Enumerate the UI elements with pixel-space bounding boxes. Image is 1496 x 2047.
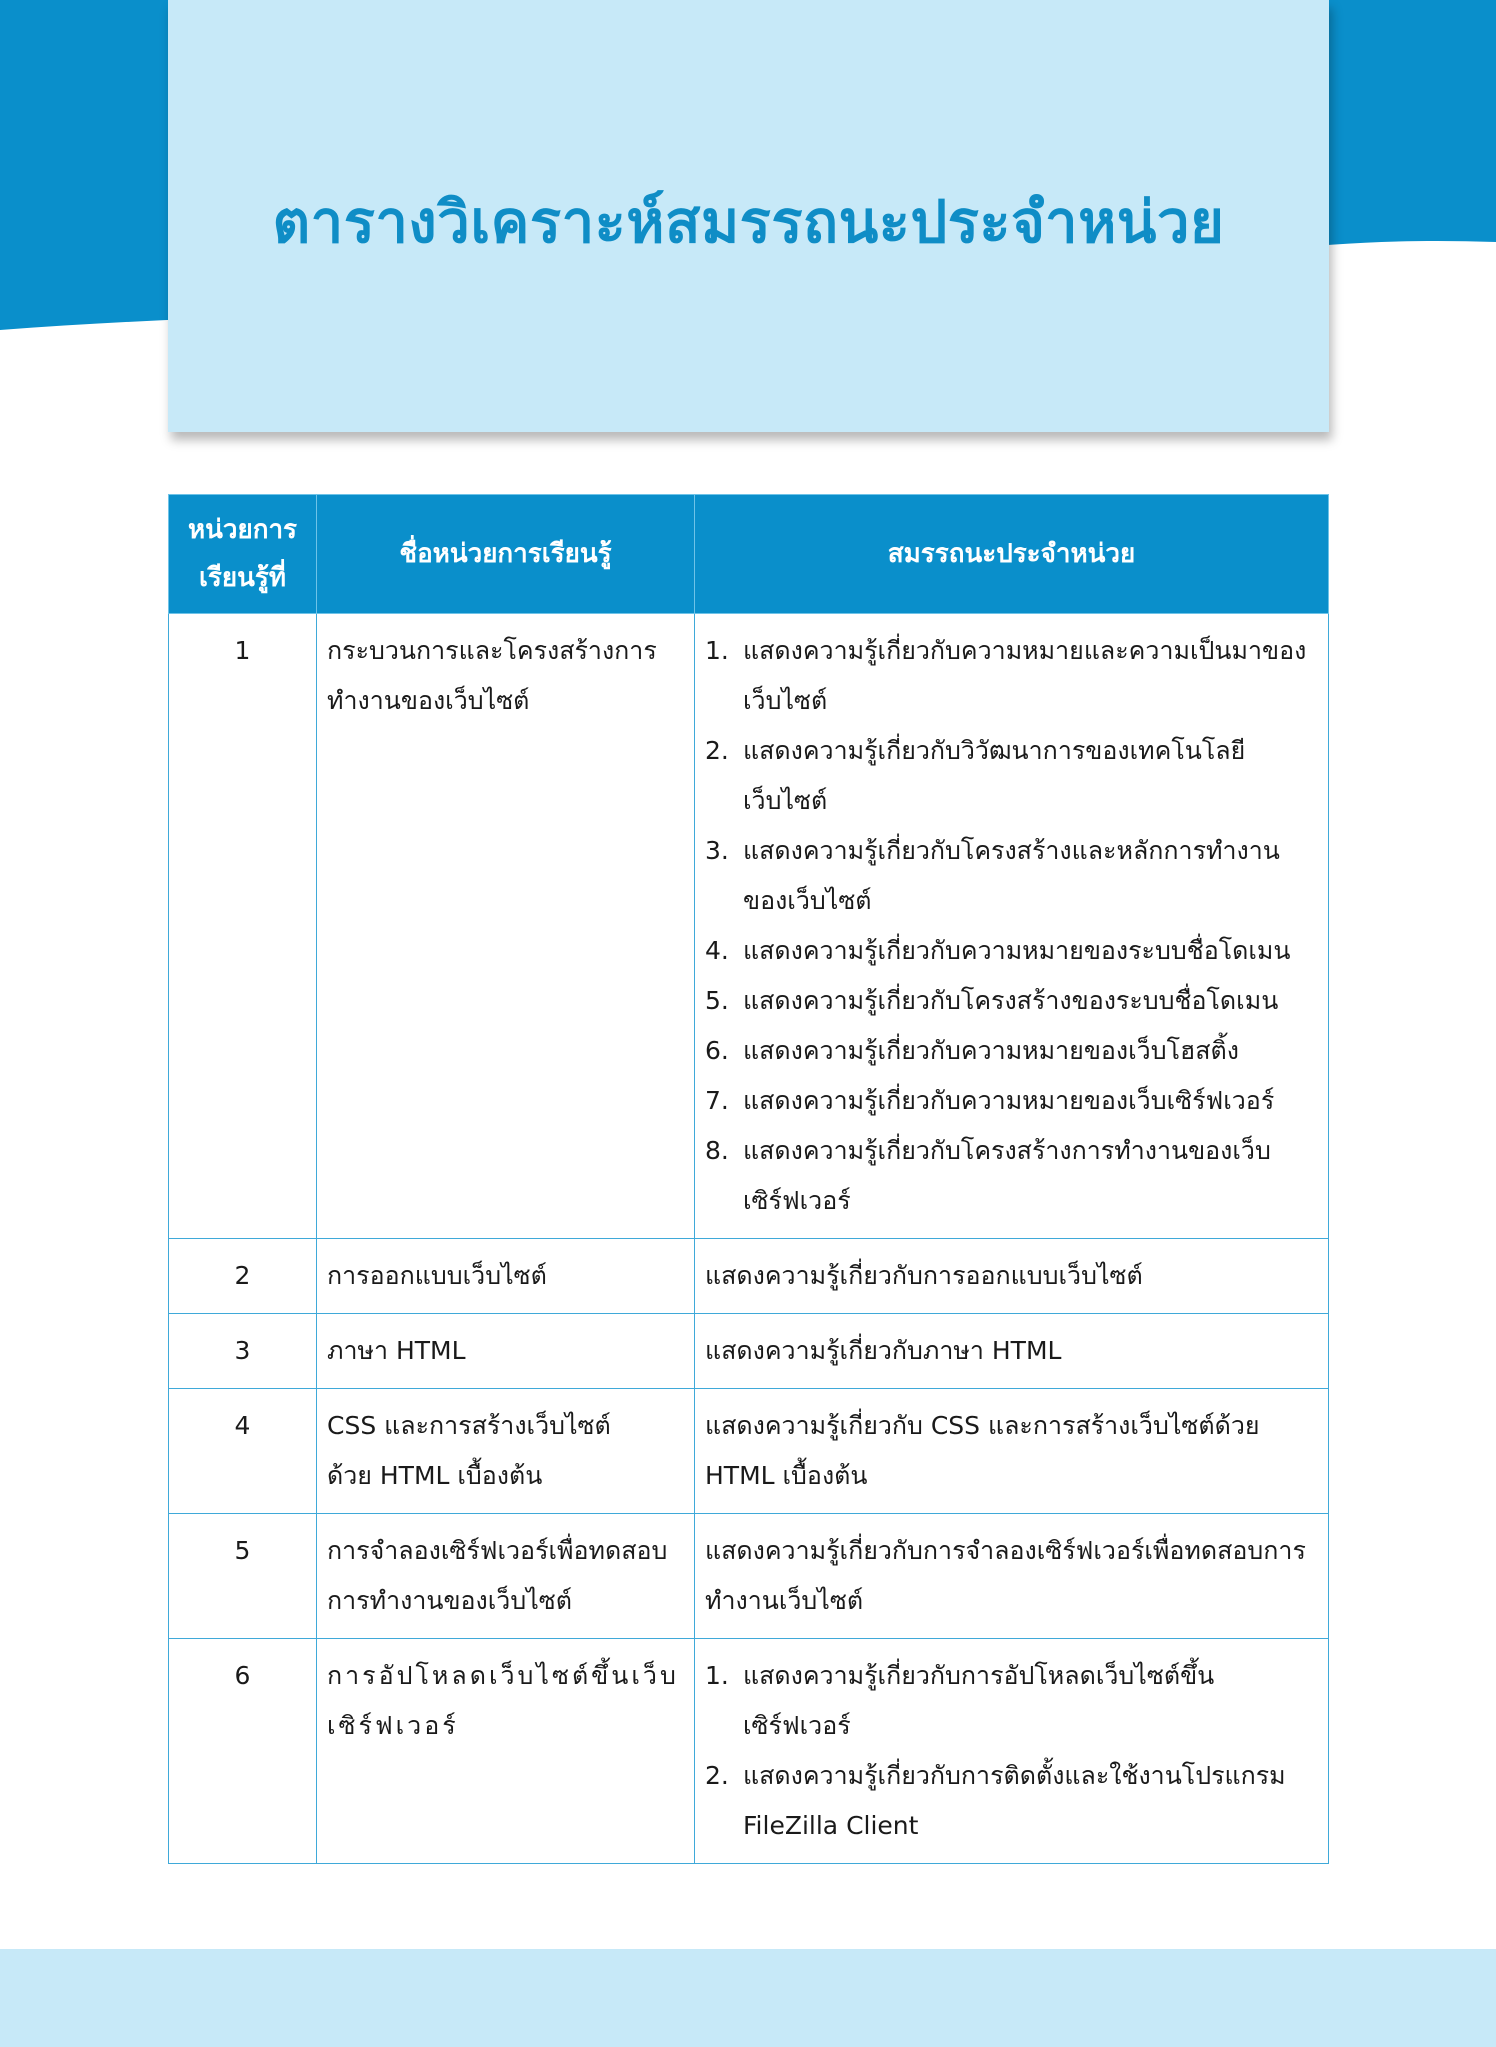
item-text: แสดงความรู้เกี่ยวกับความหมายของเว็บโฮสติ้ง xyxy=(743,1036,1239,1065)
list-item xyxy=(705,726,1318,826)
item-text: แสดงความรู้เกี่ยวกับโครงสร้างและหลักการทำงานของเว็บไซต์ xyxy=(743,836,1280,915)
list-item xyxy=(705,1126,1318,1226)
unit-number: 1 xyxy=(169,614,317,1239)
item-text: แสดงความรู้เกี่ยวกับโครงสร้างการทำงานของเว็บเซิร์ฟเวอร์ xyxy=(743,1136,1271,1215)
list-item xyxy=(705,976,1318,1026)
table-row xyxy=(169,1389,1329,1514)
table-row xyxy=(169,614,1329,1239)
item-number: 4. xyxy=(705,936,729,965)
table-row xyxy=(169,1514,1329,1639)
item-number: 6. xyxy=(705,1036,729,1065)
unit-number: 2 xyxy=(169,1239,317,1314)
table-row xyxy=(169,1239,1329,1314)
unit-number: 6 xyxy=(169,1639,317,1864)
list-item xyxy=(705,626,1318,726)
header-competency: สมรรถนะประจำหน่วย xyxy=(695,495,1329,614)
unit-competency: แสดงความรู้เกี่ยวกับ CSS และการสร้างเว็บไซต์ด้วย HTML เบื้องต้น xyxy=(695,1389,1329,1514)
title-card xyxy=(168,0,1329,432)
header-unit-number xyxy=(169,495,317,614)
unit-name: กระบวนการและโครงสร้างการทำงานของเว็บไซต์ xyxy=(317,614,695,1239)
item-text: แสดงความรู้เกี่ยวกับความหมายและความเป็นมาของเว็บไซต์ xyxy=(743,636,1307,715)
competency-table xyxy=(168,494,1329,1864)
table-header-row xyxy=(169,495,1329,614)
item-text: แสดงความรู้เกี่ยวกับความหมายของระบบชื่อโดเมน xyxy=(743,936,1291,965)
unit-competency: แสดงความรู้เกี่ยวกับการจำลองเซิร์ฟเวอร์เพื่อทดสอบการทำงานเว็บไซต์ xyxy=(695,1514,1329,1639)
unit-competency: แสดงความรู้เกี่ยวกับการออกแบบเว็บไซต์ xyxy=(695,1239,1329,1314)
item-text: แสดงความรู้เกี่ยวกับการอัปโหลดเว็บไซต์ขึ้นเซิร์ฟเวอร์ xyxy=(743,1661,1215,1740)
competency-list xyxy=(705,626,1318,1226)
item-number: 3. xyxy=(705,836,729,865)
header-unit-line2: เรียนรู้ที่ xyxy=(199,563,286,593)
item-text: แสดงความรู้เกี่ยวกับวิวัฒนาการของเทคโนโลยีเว็บไซต์ xyxy=(743,736,1246,815)
item-number: 1. xyxy=(705,636,729,665)
page-title: ตารางวิเคราะห์สมรรถนะประจำหน่วย xyxy=(272,187,1225,256)
list-item xyxy=(705,1076,1318,1126)
unit-number: 5 xyxy=(169,1514,317,1639)
competency-list xyxy=(705,1651,1318,1851)
header-unit-line1: หน่วยการ xyxy=(187,515,298,545)
unit-number: 3 xyxy=(169,1314,317,1389)
unit-competency xyxy=(695,614,1329,1239)
item-number: 8. xyxy=(705,1136,729,1165)
item-number: 5. xyxy=(705,986,729,1015)
unit-name-line2: ด้วย HTML เบื้องต้น xyxy=(327,1461,543,1490)
item-text: แสดงความรู้เกี่ยวกับความหมายของเว็บเซิร์ฟเวอร์ xyxy=(743,1086,1275,1115)
item-number: 2. xyxy=(705,1761,729,1790)
unit-name: ภาษา HTML xyxy=(317,1314,695,1389)
unit-competency: แสดงความรู้เกี่ยวกับภาษา HTML xyxy=(695,1314,1329,1389)
table-row xyxy=(169,1314,1329,1389)
unit-name xyxy=(317,1389,695,1514)
unit-number: 4 xyxy=(169,1389,317,1514)
list-item xyxy=(705,926,1318,976)
item-text: แสดงความรู้เกี่ยวกับโครงสร้างของระบบชื่อโดเมน xyxy=(743,986,1279,1015)
list-item xyxy=(705,826,1318,926)
list-item xyxy=(705,1751,1318,1851)
table-row xyxy=(169,1639,1329,1864)
unit-name: การจำลองเซิร์ฟเวอร์เพื่อทดสอบการทำงานของเว็บไซต์ xyxy=(317,1514,695,1639)
list-item xyxy=(705,1651,1318,1751)
header-unit-name: ชื่อหน่วยการเรียนรู้ xyxy=(317,495,695,614)
unit-competency xyxy=(695,1639,1329,1864)
unit-name: การอัปโหลดเว็บไซต์ขึ้นเว็บเซิร์ฟเวอร์ xyxy=(317,1639,695,1864)
unit-name: การออกแบบเว็บไซต์ xyxy=(317,1239,695,1314)
item-text: แสดงความรู้เกี่ยวกับการติดตั้งและใช้งานโปรแกรม FileZilla Client xyxy=(743,1761,1286,1840)
item-number: 1. xyxy=(705,1661,729,1690)
unit-name-line1: CSS และการสร้างเว็บไซต์ xyxy=(327,1411,611,1440)
list-item xyxy=(705,1026,1318,1076)
item-number: 2. xyxy=(705,736,729,765)
footer-band xyxy=(0,1949,1496,2047)
item-number: 7. xyxy=(705,1086,729,1115)
